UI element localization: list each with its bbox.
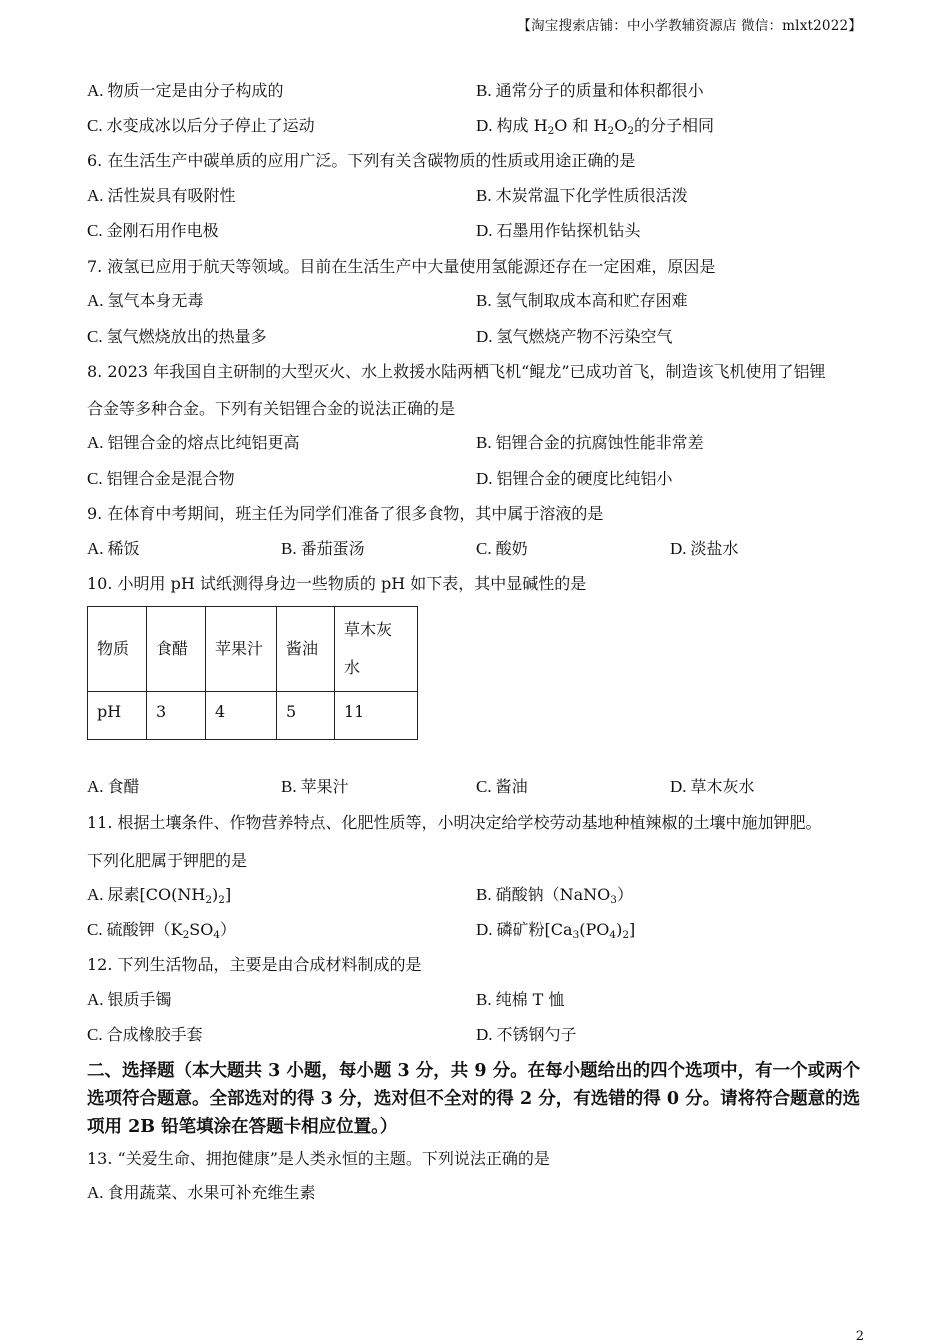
q7-option-a: A. 氢气本身无毒 — [87, 291, 204, 310]
option-text: 物质一定是由分子构成的 — [107, 81, 284, 100]
q12-option-a: A. 银质手镯 — [87, 990, 172, 1009]
q6-option-d: D. 石墨用作钻探机钻头 — [476, 221, 641, 240]
option-label: B. — [476, 81, 492, 100]
q10-option-b: B. 苹果汁 — [281, 777, 349, 796]
section-2-heading: 二、选择题（本大题共 3 小题，每小题 3 分，共 9 分。在每小题给出的四个选项中，有一个或两个选项符合题意。全部选对的得 3 分，选对但不全对的得 2 分，有选错的得 0 分。请将符合题意的选项用 2B 铅笔填涂在答题卡相应位置。） — [87, 1061, 861, 1137]
q5-option-b — [476, 80, 704, 102]
q8-option-d: D. 铝锂合金的硬度比纯铝小 — [476, 469, 673, 488]
q11-stem-line1: 11. 根据土壤条件、作物营养特点、化肥性质等，小明决定给学校劳动基地种植辣椒的土壤中施加钾肥。 — [87, 813, 822, 832]
q9-option-c: C. 酸奶 — [476, 539, 528, 558]
option-text: 水变成冰以后分子停止了运动 — [106, 116, 315, 135]
page-header: 【淘宝搜索店铺：中小学教辅资源店 微信：mlxt2022】 — [517, 18, 862, 34]
q8-option-b: B. 铝锂合金的抗腐蚀性能非常差 — [476, 433, 704, 452]
q8-option-a: A. 铝锂合金的熔点比纯铝更高 — [87, 433, 300, 452]
q5-option-a — [87, 80, 284, 102]
q6-option-a: A. 活性炭具有吸附性 — [87, 186, 236, 205]
q6-stem: 6. 在生活生产中碳单质的应用广泛。下列有关含碳物质的性质或用途正确的是 — [87, 151, 636, 170]
q7-stem: 7. 液氢已应用于航天等领域。目前在生活生产中大量使用氢能源还存在一定困难，原因是 — [87, 257, 716, 276]
table-cell: 食醋 — [147, 607, 206, 692]
table-header-row — [88, 607, 418, 692]
q7-option-c: C. 氢气燃烧放出的热量多 — [87, 327, 267, 346]
option-label: A. — [87, 81, 104, 100]
q12-option-d: D. 不锈钢勺子 — [476, 1025, 577, 1044]
option-label: C. — [87, 116, 103, 135]
table-cell: 物质 — [88, 607, 147, 692]
q11-stem-line2: 下列化肥属于钾肥的是 — [87, 851, 248, 870]
table-cell: 11 — [335, 692, 418, 740]
table-row — [88, 692, 418, 740]
table-cell: 草木灰 水 — [335, 607, 418, 692]
table-cell: 3 — [147, 692, 206, 740]
q6-option-b: B. 木炭常温下化学性质很活泼 — [476, 186, 688, 205]
q9-option-a: A. 稀饭 — [87, 539, 140, 558]
q9-option-d: D. 淡盐水 — [670, 539, 739, 558]
q12-option-b: B. 纯棉 T 恤 — [476, 990, 565, 1009]
q8-stem-line2: 合金等多种合金。下列有关铝锂合金的说法正确的是 — [87, 399, 456, 418]
q12-stem: 12. 下列生活物品，主要是由合成材料制成的是 — [87, 955, 422, 974]
table-cell: pH — [88, 692, 147, 740]
q9-stem: 9. 在体育中考期间，班主任为同学们准备了很多食物，其中属于溶液的是 — [87, 504, 604, 523]
option-text: 通常分子的质量和体积都很小 — [495, 81, 704, 100]
q10-option-a: A. 食醋 — [87, 777, 140, 796]
q12-option-c: C. 合成橡胶手套 — [87, 1025, 203, 1044]
q11-option-c: C. 硫酸钾$(K_2SO_4)$ — [87, 920, 237, 941]
table-cell: 酱油 — [277, 607, 335, 692]
q13-stem: 13. “关爱生命、拥抱健康”是人类永恒的主题。下列说法正确的是 — [87, 1149, 550, 1168]
q10-option-c: C. 酱油 — [476, 777, 528, 796]
q7-option-d: D. 氢气燃烧产物不污染空气 — [476, 327, 673, 346]
q5-option-c — [87, 115, 315, 137]
q8-option-c: C. 铝锂合金是混合物 — [87, 469, 235, 488]
q8-stem-line1: 8. 2023 年我国自主研制的大型灭火、水上救援水陆两栖飞机“鲲龙”已成功首飞，制造该飞机使用了铝锂 — [87, 362, 826, 381]
table-cell: 5 — [277, 692, 335, 740]
table-cell: 苹果汁 — [206, 607, 277, 692]
q10-option-d: D. 草木灰水 — [670, 777, 755, 796]
q11-option-a: A. 尿素$[CO(NH_2)_2]$ — [87, 885, 232, 906]
q10-stem: 10. 小明用 pH 试纸测得身边一些物质的 pH 如下表，其中显碱性的是 — [87, 574, 587, 593]
table-cell: 4 — [206, 692, 277, 740]
q11-option-b: B. 硝酸钠（NaNO$_3$） — [476, 885, 633, 906]
q5-option-d: D. 构成 $H_2O$ 和 $H_2O_2$的分子相同 — [476, 116, 715, 137]
page-number: 2 — [855, 1329, 864, 1344]
q6-option-c: C. 金刚石用作电极 — [87, 221, 219, 240]
option-label: D. — [476, 116, 493, 135]
q13-option-a: A. 食用蔬菜、水果可补充维生素 — [87, 1183, 316, 1202]
q7-option-b: B. 氢气制取成本高和贮存困难 — [476, 291, 688, 310]
ph-table — [87, 606, 418, 740]
q9-option-b: B. 番茄蛋汤 — [281, 539, 365, 558]
q11-option-d: D. 磷矿粉$[Ca_3(PO_4)_2]$ — [476, 920, 636, 941]
